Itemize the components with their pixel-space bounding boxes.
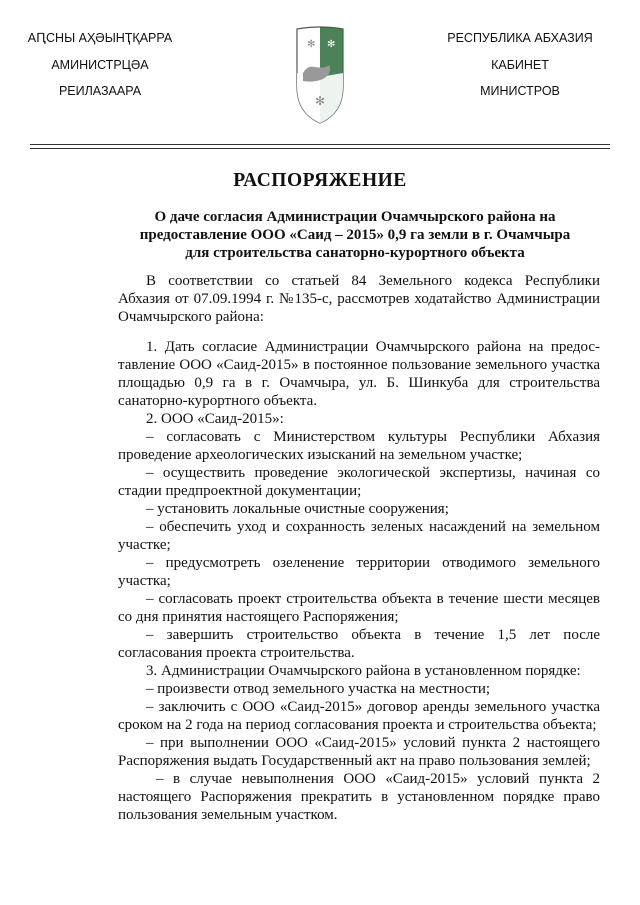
- header-left-line: АМИНИСТРЦӘА: [51, 57, 149, 72]
- text-line: согласования проекта строительства.: [118, 645, 355, 661]
- text-line: стадии предпроектной документации;: [118, 483, 362, 499]
- text-line: участке;: [118, 537, 171, 553]
- text-line: – в случае невыполнения ООО «Саид-2015» условий пункта 2: [156, 771, 600, 787]
- paragraph: [118, 554, 600, 590]
- svg-text:✻: ✻: [307, 39, 316, 50]
- text-line: – осуществить проведение экологической экспертизы, начиная со: [146, 465, 600, 481]
- text-line: – согласовать проект строительства объекта в течение шести месяцев: [146, 591, 600, 607]
- text-line: – завершить строительство объекта в течение 1,5 лет после: [146, 627, 600, 643]
- text-line: – произвести отвод земельного участка на местности;: [146, 681, 491, 697]
- document-subtitle: [110, 208, 600, 262]
- text-line: – предусмотреть озеленение территории отводимого земельного: [146, 555, 600, 571]
- header-right-russian: [420, 25, 620, 105]
- header-left-line: АԤСНЫ АҲӘЫНҬҚАРРА: [27, 31, 173, 45]
- subtitle-line: предоставление ООО «Саид – 2015» 0,9 га земли в г. Очамчыра: [139, 227, 571, 243]
- text-line: санаторно-курортного объекта.: [118, 393, 318, 409]
- paragraph: [118, 428, 600, 464]
- text-line: тавление ООО «Саид-2015» в постоянное пользование земельного участка: [118, 357, 600, 373]
- text-line: Абхазия от 07.09.1994 г. №135-с, рассмотрев ходатайство Администрации: [118, 291, 600, 307]
- svg-text:✻: ✻: [315, 94, 326, 108]
- text-line: участка;: [118, 573, 171, 589]
- text-line: – обеспечить уход и сохранность зеленых насаждений на земельном: [146, 519, 600, 535]
- text-line: – при выполнении ООО «Саид-2015» условий пункта 2 настоящего: [146, 735, 600, 751]
- paragraph: [118, 272, 600, 326]
- text-line: проведение археологических изысканий на земельном участке;: [118, 447, 523, 463]
- text-line: 1. Дать согласие Администрации Очамчырского района на предос-: [146, 339, 600, 355]
- paragraph: [118, 734, 600, 770]
- paragraph: [118, 770, 600, 824]
- text-line: со дня принятия настоящего Распоряжения;: [118, 609, 399, 625]
- header-left-line: РЕИЛАЗААРА: [58, 84, 142, 98]
- svg-text:✻: ✻: [327, 39, 336, 50]
- paragraph: [118, 518, 600, 554]
- text-line: Очамчырского района:: [118, 309, 264, 325]
- header-right-line: МИНИСТРОВ: [480, 84, 560, 98]
- text-line: настоящего Распоряжения прекратить в установленном порядке право: [118, 789, 600, 805]
- text-line: 2. ООО «Саид-2015»:: [146, 411, 284, 427]
- text-line: – согласовать с Министерством культуры Республики Абхазия: [146, 429, 600, 445]
- subtitle-line: для строительства санаторно-курортного объекта: [185, 245, 525, 261]
- paragraph: [118, 410, 600, 428]
- header-right-line: РЕСПУБЛИКА АБХАЗИЯ: [447, 31, 593, 45]
- text-line: сроком на 2 года на период согласования проекта и строительства объекта;: [118, 717, 597, 733]
- paragraph: [118, 626, 600, 662]
- text-line: – установить локальные очистные сооружения;: [146, 501, 449, 517]
- document-title: РАСПОРЯЖЕНИЕ: [233, 170, 407, 191]
- text-line: В соответствии со статьей 84 Земельного кодекса Республики: [146, 273, 600, 289]
- text-line: – заключить с ООО «Саид-2015» договор аренды земельного участка: [146, 699, 600, 715]
- text-line: 3. Администрации Очамчырского района в установленном порядке:: [146, 663, 581, 679]
- paragraph: [118, 590, 600, 626]
- text-line: пользования земельным участком.: [118, 807, 338, 823]
- header-divider: [30, 144, 610, 145]
- paragraph: [118, 338, 600, 410]
- coat-of-arms-emblem: [295, 25, 345, 125]
- paragraph: [118, 680, 600, 698]
- paragraph: [118, 698, 600, 734]
- header-divider: [30, 148, 610, 149]
- document-body: [118, 272, 600, 824]
- header-right-line: КАБИНЕТ: [491, 57, 549, 72]
- paragraph: [118, 662, 600, 680]
- text-line: площадью 0,9 га в г. Очамчыра, ул. Б. Шинкуба для строительства: [118, 375, 600, 391]
- text-line: Распоряжения выдать Государственный акт на право пользования землей;: [118, 753, 591, 769]
- paragraph: [118, 464, 600, 500]
- paragraph: [118, 500, 600, 518]
- header-left-abkhaz: [0, 25, 200, 105]
- subtitle-line: О даче согласия Администрации Очамчырского района на: [154, 209, 556, 225]
